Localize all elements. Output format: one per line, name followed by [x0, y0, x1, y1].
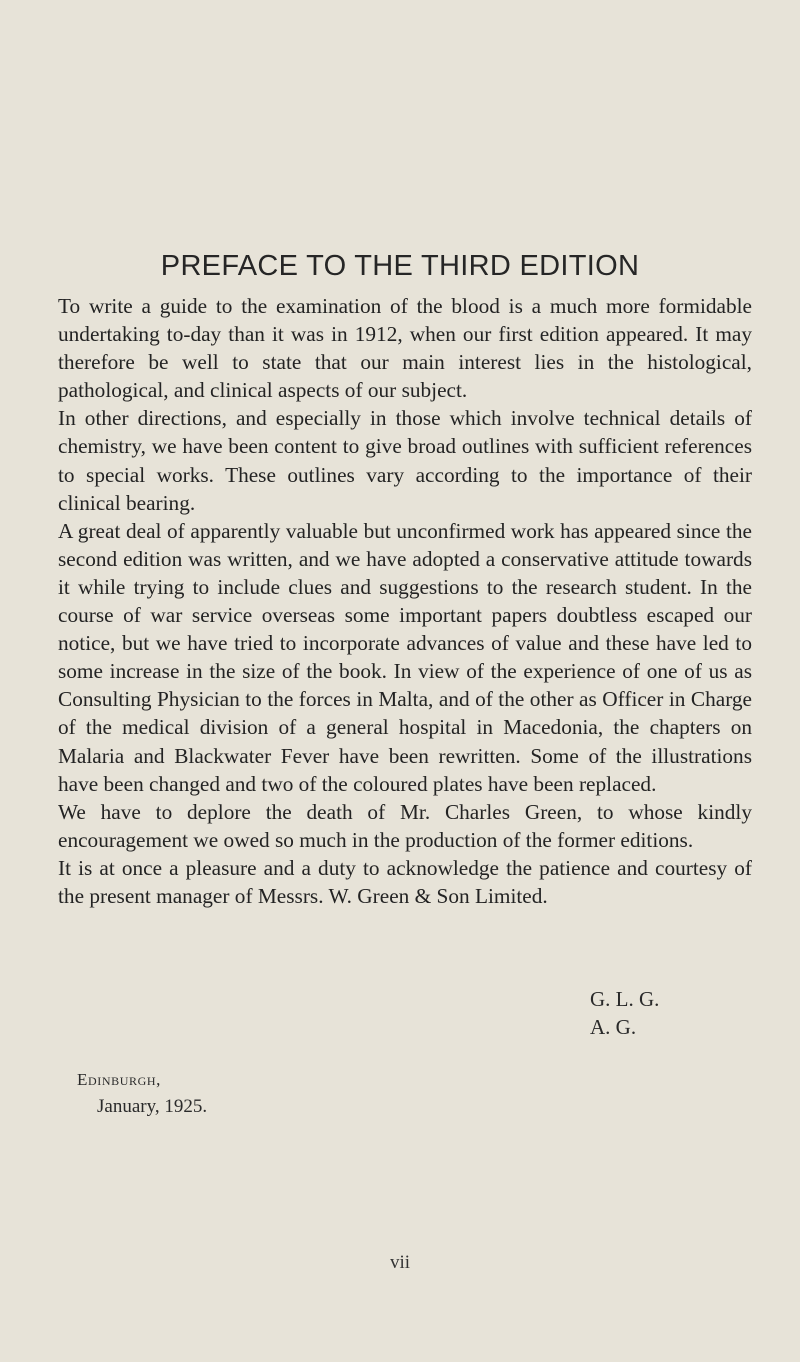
signature-block	[590, 985, 710, 1041]
place-line: Edinburgh,	[77, 1070, 161, 1089]
page-number: vii	[389, 1252, 411, 1273]
signature-initials-1: G. L. G.	[590, 987, 660, 1011]
preface-body	[58, 292, 752, 910]
paragraph-4: We have to deplore the death of Mr. Charles Green, to whose kindly encouragement we owed so much in the production of the former editions.	[58, 799, 752, 852]
page-title: PREFACE TO THE THIRD EDITION	[160, 250, 640, 282]
date-line: January, 1925.	[97, 1096, 208, 1117]
paragraph-1: To write a guide to the examination of the blood is a much more formidable undertaking to-day than it was in 1912, when our first edition appeared. It may therefore be well to state that our main interest lies in the histological, pathological, and clinical aspects of our subject.	[58, 294, 752, 403]
paragraph-2: In other directions, and especially in those which involve technical details of chemistry, we have been content to give broad outlines with sufficient references to special works. These outlines vary according to the importance of their clinical bearing.	[58, 406, 752, 515]
signature-initials-2: A. G.	[590, 1015, 637, 1039]
paragraph-3: A great deal of apparently valuable but unconfirmed work has appeared since the second edition was written, and we have adopted a conservative attitude towards it while trying to include clues and suggestions to the research student. In the course of war service overseas some important papers doubtless escaped our notice, but we have tried to incorporate advances of value and these have led to some increase in the size of the book. In view of the experience of one of us as Consulting Physician to the forces in Malta, and of the other as Officer in Charge of the medical division of a general hospital in Macedonia, the chapters on Malaria and Blackwater Fever have been rewritten. Some of the illustrations have been changed and two of the coloured plates have been replaced.	[58, 518, 752, 796]
paragraph-5: It is at once a pleasure and a duty to acknowledge the patience and courtesy of the present manager of Messrs. W. Green & Son Limited.	[58, 855, 752, 908]
